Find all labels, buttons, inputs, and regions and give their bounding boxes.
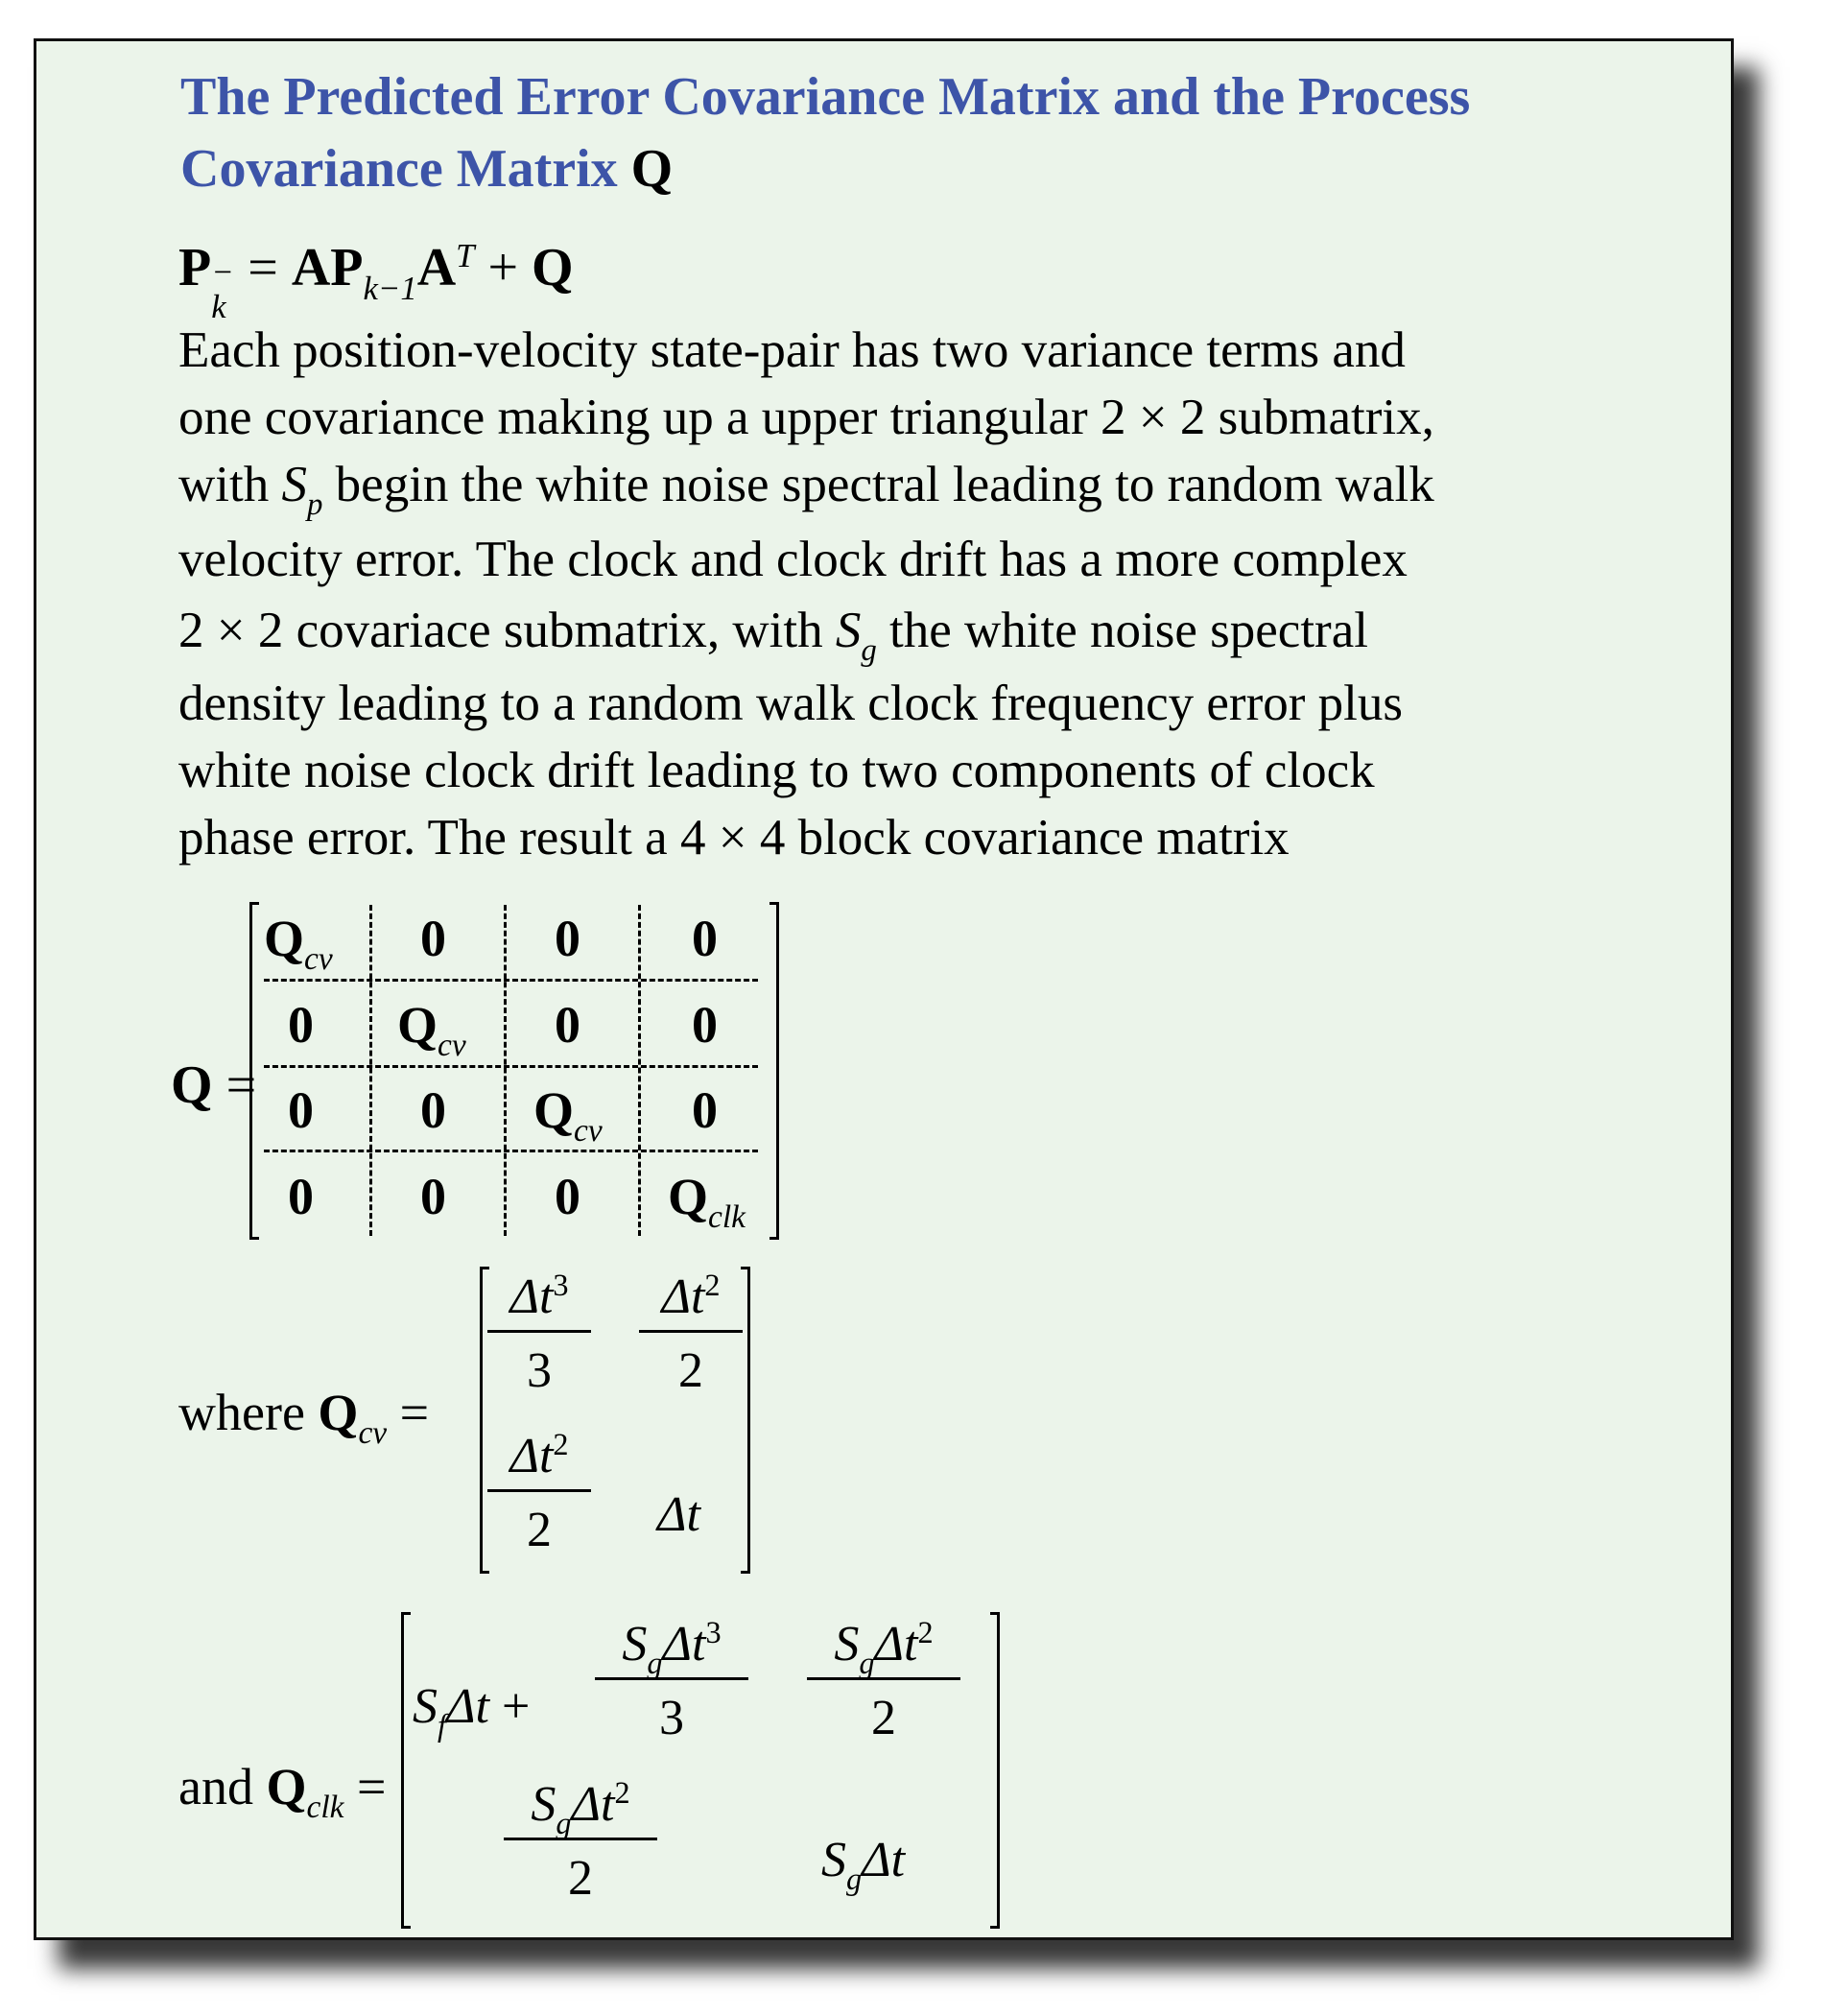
qcv-cell-2-2 [657, 1487, 700, 1542]
para-l2b: submatrix, [1218, 390, 1434, 445]
qcv-dt: Δt [657, 1487, 700, 1542]
para-l8b: block covariance matrix [797, 810, 1290, 866]
para-line-4: velocity error. The clock and clock drift has a more complex [178, 532, 1408, 587]
q-cell-2-1: 0 [288, 996, 314, 1054]
para-l3-S-sub: p [306, 486, 323, 522]
q-cell-Q: Q [264, 910, 305, 967]
q-cell-1-3: 0 [555, 910, 580, 967]
qcv-dt: Δt [509, 1429, 554, 1483]
q-cell-1-2: 0 [420, 910, 446, 967]
q-cell-sub: clk [708, 1199, 746, 1236]
qclk-S: S [622, 1617, 648, 1672]
qcv-den: 2 [527, 1503, 552, 1557]
qclk-S: S [834, 1617, 860, 1672]
qclk-den: 2 [568, 1851, 593, 1906]
para-l3a: with [178, 457, 270, 512]
para-l5-S: S [835, 603, 862, 658]
qclk-plus: + [501, 1679, 531, 1734]
q-cell-3-3 [533, 1081, 603, 1150]
para-l8a: phase error. The result a [178, 810, 668, 866]
qcv-den: 3 [527, 1343, 552, 1398]
qclk-g: g [859, 1645, 875, 1680]
eq-P2: P [330, 238, 364, 297]
predicted-covariance-equation [178, 236, 574, 325]
qclk-dt: Δt [571, 1777, 615, 1832]
title-text-2: Covariance Matrix [180, 139, 618, 199]
title-symbol: Q [630, 139, 674, 199]
q-matrix-lhs: Q = [171, 1055, 257, 1115]
q-right-bracket [769, 902, 779, 1240]
qclk-S: S [531, 1777, 556, 1832]
qclk-sub: clk [306, 1790, 344, 1826]
qcv-exp: 2 [553, 1427, 569, 1462]
qclk-cell-1-2 [807, 1615, 960, 1745]
q-cell-Q: Q [397, 996, 438, 1054]
eq-A2: A [416, 238, 457, 297]
qcv-Q: Q [318, 1384, 359, 1441]
qcv-cell-1-2 [639, 1268, 743, 1398]
q-cell-2-4: 0 [692, 996, 718, 1054]
qcv-dt: Δt [509, 1269, 554, 1324]
qcv-exp: 3 [553, 1268, 569, 1303]
eq-A2-sup: T [456, 236, 475, 274]
para-line-8 [178, 810, 1290, 866]
q-left-bracket [249, 902, 259, 1240]
qclk-Q: Q [266, 1758, 307, 1815]
qclk-dt: Δt [874, 1617, 918, 1672]
para-l2a: one covariance making up a upper triangular [178, 390, 1088, 445]
q-cell-4-1: 0 [288, 1168, 314, 1225]
qclk-exp: 2 [917, 1615, 934, 1650]
para-line-6: density leading to a random walk clock frequency error plus [178, 676, 1403, 731]
qclk-left-bracket [401, 1612, 411, 1929]
para-l5b: the white noise spectral [889, 603, 1368, 658]
eq-Q: Q [532, 238, 574, 297]
qclk-dt: Δt [445, 1679, 489, 1734]
eq-A: A [291, 238, 331, 297]
qclk-exp: 3 [705, 1615, 722, 1650]
qclk-cell-1-1-frac [595, 1615, 748, 1745]
title-line-2 [180, 139, 674, 199]
q-cell-2-3: 0 [555, 996, 580, 1054]
q-cell-3-1: 0 [288, 1081, 314, 1139]
q-cell-sub: cv [438, 1028, 466, 1064]
para-line-2 [178, 392, 1434, 443]
para-l5-dim: 2 × 2 [178, 603, 284, 658]
q-cell-1-4: 0 [692, 910, 718, 967]
qclk-dt: Δt [662, 1617, 706, 1672]
q-cell-1-1 [264, 910, 333, 978]
eq-equals: = [234, 238, 292, 297]
q-divider-h1 [264, 979, 758, 982]
qclk-cell-2-1 [504, 1775, 657, 1906]
q-cell-4-3: 0 [555, 1168, 580, 1225]
eq-plus: + [474, 238, 533, 297]
qclk-S: S [413, 1679, 438, 1734]
eq-P-sup: − [211, 253, 234, 291]
qclk-cell-1-1-term1 [413, 1679, 531, 1743]
para-line-5 [178, 603, 1368, 668]
qclk-exp: 2 [614, 1775, 630, 1811]
qclk-g: g [556, 1805, 572, 1840]
q-cell-3-2: 0 [420, 1081, 446, 1139]
q-cell-Q: Q [668, 1168, 709, 1225]
qclk-den: 3 [659, 1691, 684, 1745]
para-l5-S-sub: g [861, 632, 877, 668]
qcv-dt: Δt [661, 1269, 705, 1324]
title-line-1 [180, 67, 1471, 127]
q-cell-2-2 [397, 996, 466, 1064]
qcv-lhs [178, 1384, 430, 1452]
slide-card [34, 38, 1734, 1940]
q-divider-v1 [369, 905, 372, 1236]
para-line-7: white noise clock drift leading to two components of clock [178, 743, 1375, 798]
qclk-f: f [438, 1707, 446, 1743]
q-cell-sub: cv [574, 1113, 603, 1150]
qcv-cell-1-1 [487, 1268, 591, 1398]
qclk-S: S [821, 1833, 846, 1887]
para-line-1: Each position-velocity state-pair has two variance terms and [178, 322, 1406, 378]
q-divider-h3 [264, 1150, 758, 1152]
q-cell-4-2: 0 [420, 1168, 446, 1225]
para-l8-dim: 4 × 4 [679, 810, 786, 866]
q-divider-h2 [264, 1065, 758, 1068]
qcv-exp: 2 [704, 1268, 721, 1303]
qclk-right-bracket [990, 1612, 1000, 1929]
q-cell-sub: cv [304, 941, 333, 978]
qclk-eq: = [357, 1758, 387, 1815]
qcv-cell-2-1 [487, 1427, 591, 1557]
q-divider-v3 [638, 905, 641, 1236]
eq-P-sub: k [211, 288, 226, 325]
q-cell-3-4: 0 [692, 1081, 718, 1139]
qclk-den: 2 [871, 1691, 896, 1745]
eq-P2-sub: k−1 [363, 269, 417, 307]
qclk-dt: Δt [862, 1833, 906, 1887]
qclk-g: g [846, 1861, 863, 1896]
para-l2-dim: 2 × 2 [1100, 390, 1206, 445]
qcv-where: where [178, 1384, 305, 1441]
qclk-cell-2-2 [821, 1833, 906, 1896]
q-lhs-Q: Q [171, 1055, 213, 1115]
q-cell-Q: Q [533, 1081, 575, 1139]
para-line-3 [178, 457, 1434, 522]
qclk-and: and [178, 1758, 253, 1815]
para-l3b: begin the white noise spectral leading to random walk [335, 457, 1434, 512]
eq-P: P [178, 238, 212, 297]
qclk-lhs [178, 1758, 387, 1826]
title-text-1: The Predicted Error Covariance Matrix and the Process [180, 67, 1471, 127]
qcv-sub: cv [358, 1415, 388, 1452]
para-l5a: covariace submatrix, with [296, 603, 823, 658]
para-l3-S: S [281, 457, 307, 512]
qclk-g: g [647, 1645, 663, 1680]
q-divider-v2 [504, 905, 507, 1236]
qcv-eq: = [399, 1384, 430, 1441]
qcv-den: 2 [678, 1343, 703, 1398]
q-cell-4-4 [668, 1168, 746, 1236]
